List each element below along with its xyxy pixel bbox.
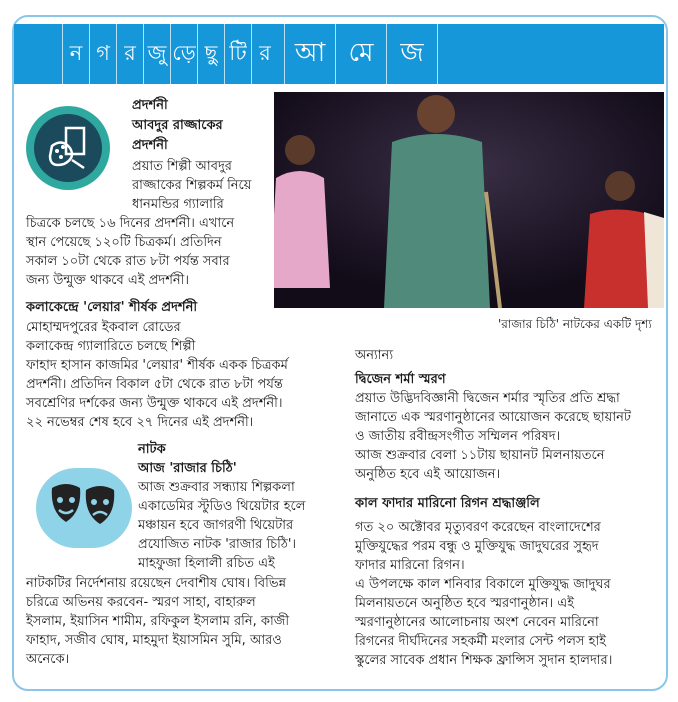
body-line: স্কুলের সাবেক প্রধান শিক্ষক ফ্রান্সিস সুদান হালদার। (355, 653, 613, 668)
exhibition-subtitle: প্রদর্শনী (132, 138, 168, 153)
banner-letter: র (116, 24, 143, 84)
banner-big-letter: মে (335, 24, 386, 84)
body-line: প্রদর্শনী। প্রতিদিন বিকাল ৫টা থেকে রাত ৮টা পর্যন্ত (26, 377, 283, 392)
theatre-masks-icon (36, 468, 132, 548)
body-line: মঞ্চায়ন হবে জাগরণী থিয়েটার (138, 518, 294, 533)
body-line: ফাহাদ, সজীব ঘোষ, মাহমুদা ইয়াসমিন সুমি, আরও (26, 633, 282, 648)
body-line: কলাকেন্দ্র গ্যালারিতে চলছে শিল্পী (26, 339, 196, 354)
banner-letter: ন (62, 24, 89, 84)
others-title: দ্বিজেন শর্মা স্মরণ (355, 372, 446, 387)
body-line: মাহফুজা হিলালী রচিত এই (138, 556, 275, 571)
exhibition2-heading: কলাকেন্দ্রে 'লেয়ার' শীর্ষক প্রদর্শনী (26, 300, 198, 315)
body-line: প্রযোজিত নাটক 'রাজার চিঠি'। (138, 537, 297, 552)
drama-heading: নাটক (138, 442, 166, 457)
banner-big-letter: আ (284, 24, 335, 84)
body-line: ফাহাদ হাসান কাজমির 'লেয়ার' শীর্ষক একক চিত্রকর্ম (26, 358, 288, 373)
banner-letter: ড়ে (170, 24, 197, 84)
body-line: একাডেমির স্টুডিও থিয়েটার হলে (138, 499, 306, 514)
body-line: স্মরণানুষ্ঠানের আলোচনায় অংশ নেবেন মারিনো (355, 615, 599, 630)
body-line: জন্য উন্মুক্ত থাকবে এই প্রদর্শনী। (26, 273, 190, 288)
section-banner (14, 24, 664, 84)
body-line: মিলনায়তনে অনুষ্ঠিত হবে স্মরণানুষ্ঠান। এই (355, 596, 574, 611)
body-line: চিত্রকে চলছে ১৬ দিনের প্রদর্শনী। এখানে (26, 216, 235, 231)
body-line: ফাদার মারিনো রিগন। (355, 558, 465, 573)
body-line: প্রয়াত শিল্পী আবদুর (132, 159, 232, 174)
body-line: ২২ নভেম্বর শেষ হবে ২৭ দিনের এই প্রদর্শনী। (26, 415, 254, 430)
body-line: ও জাতীয় রবীন্দ্রসংগীত সম্মিলন পরিষদ। (355, 429, 561, 444)
body-line: সকাল ১০টা থেকে রাত ৮টা পর্যন্ত সবার (26, 254, 230, 269)
body-line: অনুষ্ঠিত হবে এই আয়োজন। (355, 467, 501, 482)
body-line: গত ২০ অক্টোবর মৃত্যুবরণ করেছেন বাংলাদেশের (355, 520, 601, 535)
body-line: জানাতে এক স্মরণানুষ্ঠানের আয়োজন করেছে ছায়ানট (355, 410, 631, 425)
palette-icon (26, 106, 110, 190)
body-line: অনেকে। (26, 652, 70, 667)
body-line: সবশ্রেণির দর্শকের জন্য উন্মুক্ত থাকবে এই প্রদর্শনী। (26, 396, 283, 411)
banner-letter: জু (143, 24, 170, 84)
banner-letter: টি (224, 24, 251, 84)
drama-scene-photo (274, 92, 664, 308)
body-line: ধানমন্ডির গ্যালারি (132, 197, 224, 212)
body-line: চরিত্রে অভিনয় করবেন- স্মরণ সাহা, বাহারুল (26, 595, 256, 610)
banner-letter: গ (89, 24, 116, 84)
body-line: স্থান পেয়েছে ১২০টি চিত্রকর্ম। প্রতিদিন (26, 235, 222, 250)
banner-letter: ছু (197, 24, 224, 84)
banner-big-letter: জ (386, 24, 438, 84)
banner-letter: র (251, 24, 278, 84)
tribute-title: কাল ফাদার মারিনো রিগন শ্রদ্ধাঞ্জলি (355, 496, 540, 511)
body-line: প্রয়াত উদ্ভিদবিজ্ঞানী দ্বিজেন শর্মার স্মৃতির প্রতি শ্রদ্ধা (355, 391, 620, 406)
others-heading: অন্যান্য (355, 348, 394, 363)
body-line: আজ শুক্রবার বেলা ১১টায় ছায়ানট মিলনায়তনে (355, 448, 605, 463)
photo-caption: 'রাজার চিঠি' নাটকের একটি দৃশ্য (498, 317, 652, 331)
body-line: মোহাম্মদপুরের ইকবাল রোডের (26, 320, 181, 335)
body-line: রিগনের দীর্ঘদিনের সহকর্মী মংলার সেন্ট পলস হাই (355, 634, 607, 649)
body-line: রাজ্জাকের শিল্পকর্ম নিয়ে (132, 178, 252, 193)
drama-subtitle: আজ 'রাজার চিঠি' (138, 461, 237, 476)
body-line: এ উপলক্ষে কাল শনিবার বিকালে মুক্তিযুদ্ধ জাদুঘর (355, 577, 611, 592)
body-line: মুক্তিযুদ্ধের পরম বন্ধু ও মুক্তিযুদ্ধ জাদুঘরের সুহৃদ (355, 539, 599, 554)
body-line: আজ শুক্রবার সন্ধ্যায় শিল্পকলা (138, 480, 295, 495)
body-line: ইসলাম, ইয়াসিন শামীম, রফিকুল ইসলাম রনি, কাজী (26, 614, 290, 629)
exhibition-subtitle: আবদুর রাজ্জাকের (132, 118, 223, 133)
exhibition-heading: প্রদর্শনী (132, 98, 168, 113)
body-line: নাটকটির নির্দেশনায় রয়েছেন দেবাশীষ ঘোষ। বিভিন্ন (26, 576, 286, 591)
